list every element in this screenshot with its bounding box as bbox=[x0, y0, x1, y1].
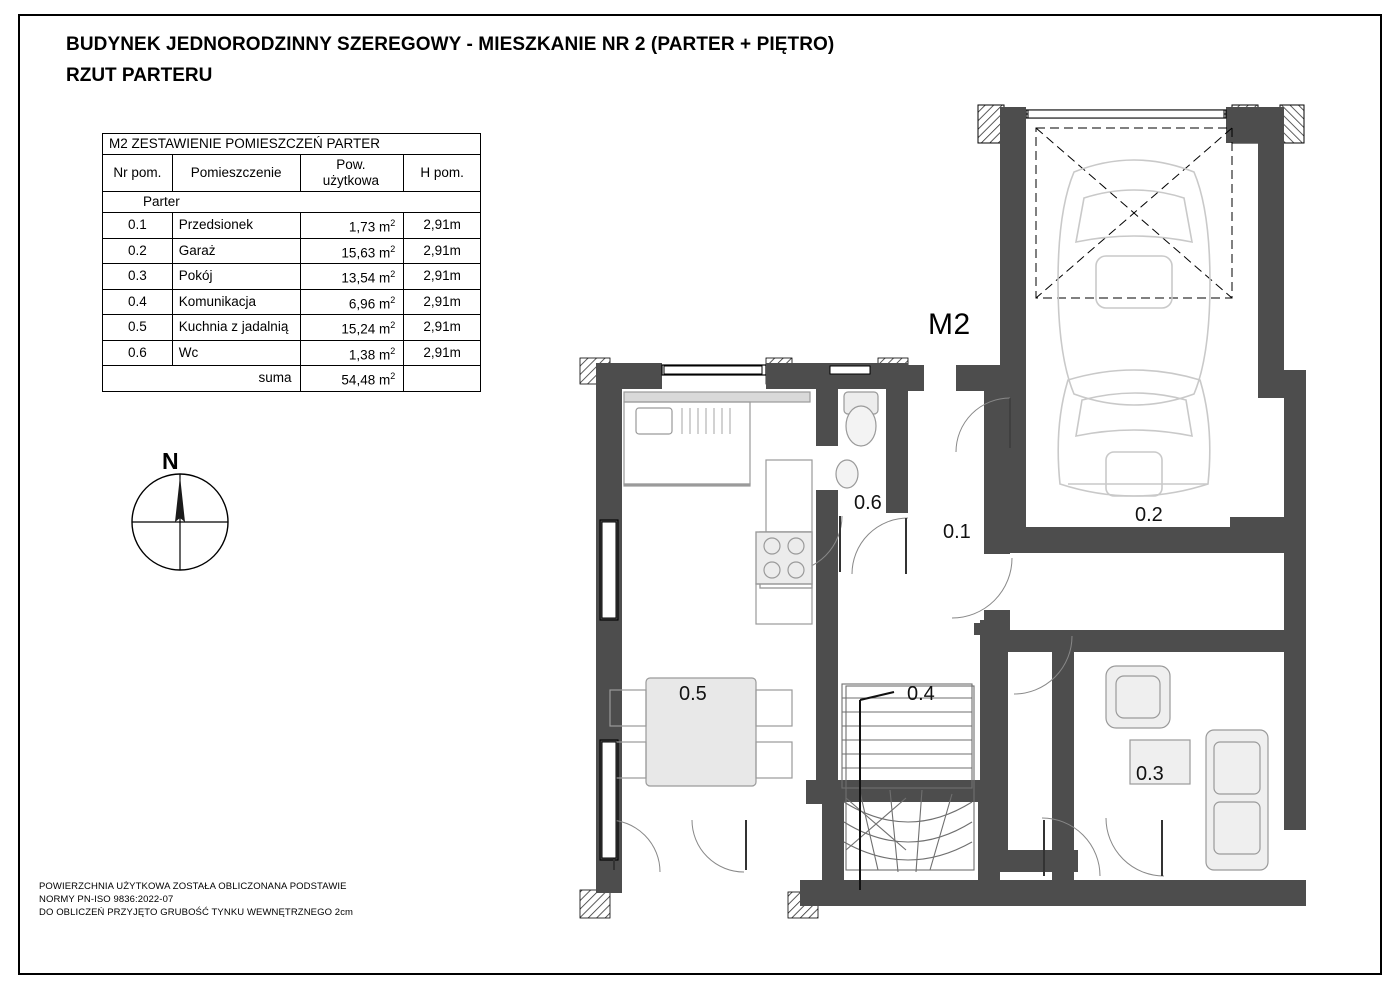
cell-area bbox=[300, 289, 404, 315]
cell-area-value: 15,24 m bbox=[341, 321, 391, 337]
north-arrow bbox=[128, 448, 232, 574]
sum-value bbox=[300, 366, 404, 392]
cell-area-value: 13,54 m bbox=[341, 270, 391, 286]
sum-value-sup: 2 bbox=[390, 371, 396, 381]
room-label-0-6: 0.6 bbox=[854, 492, 882, 514]
main-walls bbox=[580, 358, 1306, 918]
cell-room: Kuchnia z jadalnią bbox=[172, 315, 300, 341]
car-icon bbox=[1058, 160, 1210, 496]
cell-nr: 0.4 bbox=[103, 289, 173, 315]
cell-area bbox=[300, 264, 404, 290]
room-schedule-table bbox=[102, 133, 481, 392]
room-label-0-3: 0.3 bbox=[1136, 763, 1164, 785]
table-sum-row bbox=[103, 366, 481, 392]
living-furniture bbox=[1106, 666, 1268, 870]
kitchen-furniture bbox=[624, 392, 812, 624]
header-room: Pomieszczenie bbox=[172, 155, 300, 192]
room-schedule bbox=[102, 133, 481, 392]
floor-plan bbox=[560, 80, 1340, 930]
sum-empty bbox=[404, 366, 481, 392]
footnote-line-2: NORMY PN-ISO 9836:2022-07 bbox=[39, 894, 174, 905]
room-label-0-4: 0.4 bbox=[907, 683, 935, 705]
table-header-row bbox=[103, 155, 481, 192]
cell-room: Garaż bbox=[172, 238, 300, 264]
cell-height: 2,91m bbox=[404, 238, 481, 264]
cell-area bbox=[300, 213, 404, 239]
cell-area bbox=[300, 238, 404, 264]
cell-area-sup: 2 bbox=[390, 345, 396, 356]
sum-value-number: 54,48 m bbox=[341, 372, 391, 388]
cell-area-sup: 2 bbox=[390, 294, 396, 305]
table-row bbox=[103, 264, 481, 290]
table-row bbox=[103, 213, 481, 239]
cell-nr: 0.3 bbox=[103, 264, 173, 290]
header-area: Pow. użytkowa bbox=[300, 155, 404, 192]
cell-area bbox=[300, 315, 404, 341]
cell-area-value: 6,96 m bbox=[348, 296, 391, 311]
cell-room: Przedsionek bbox=[172, 213, 300, 239]
cell-area-sup: 2 bbox=[390, 243, 396, 254]
cell-area-sup: 2 bbox=[390, 269, 396, 279]
cell-height: 2,91m bbox=[404, 264, 481, 290]
floor-plan-drawing bbox=[560, 80, 1340, 930]
cell-nr: 0.6 bbox=[103, 340, 173, 366]
room-label-0-5: 0.5 bbox=[679, 683, 707, 705]
compass-icon bbox=[128, 470, 232, 574]
header-nr: Nr pom. bbox=[103, 155, 173, 192]
room-label-0-2: 0.2 bbox=[1135, 504, 1163, 526]
table-caption-row bbox=[103, 134, 481, 155]
footnote-line-1: POWIERZCHNIA UŻYTKOWA ZOSTAŁA OBLICZONANA PODSTAWIE bbox=[39, 881, 347, 892]
cell-height: 2,91m bbox=[404, 315, 481, 341]
wc-fixtures bbox=[836, 392, 878, 488]
drawing-title: BUDYNEK JEDNORODZINNY SZEREGOWY - MIESZKANIE NR 2 (PARTER + PIĘTRO) bbox=[66, 34, 835, 55]
drawing-subtitle: RZUT PARTERU bbox=[66, 65, 213, 86]
footnote-line-3: DO OBLICZEŃ PRZYJĘTO GRUBOŚĆ TYNKU WEWNĘTRZNEGO 2cm bbox=[39, 907, 354, 918]
group-label: Parter bbox=[103, 192, 481, 213]
table-row bbox=[103, 340, 481, 366]
cell-nr: 0.2 bbox=[103, 238, 173, 264]
room-label-0-1: 0.1 bbox=[943, 521, 971, 543]
north-label: N bbox=[162, 448, 179, 474]
cell-nr: 0.5 bbox=[103, 315, 173, 341]
cell-room: Wc bbox=[172, 340, 300, 366]
cell-height: 2,91m bbox=[404, 213, 481, 239]
cell-height: 2,91m bbox=[404, 340, 481, 366]
cell-height: 2,91m bbox=[404, 289, 481, 315]
sum-label: suma bbox=[103, 366, 301, 392]
table-caption: M2 ZESTAWIENIE POMIESZCZEŃ PARTER bbox=[103, 134, 481, 155]
table-row bbox=[103, 289, 481, 315]
cell-area-sup: 2 bbox=[390, 320, 396, 330]
garage-car-lift-dashed bbox=[1036, 128, 1232, 298]
cell-nr: 0.1 bbox=[103, 213, 173, 239]
header-height: H pom. bbox=[404, 155, 481, 192]
footnote bbox=[39, 880, 353, 919]
table-row bbox=[103, 315, 481, 341]
cell-room: Pokój bbox=[172, 264, 300, 290]
table-group-row bbox=[103, 192, 481, 213]
unit-label: M2 bbox=[928, 308, 971, 341]
cell-area bbox=[300, 340, 404, 366]
cell-area-value: 15,63 m bbox=[341, 245, 391, 260]
table-row bbox=[103, 238, 481, 264]
cell-area-sup: 2 bbox=[390, 218, 396, 228]
cell-room: Komunikacja bbox=[172, 289, 300, 315]
cell-area-value: 1,38 m bbox=[348, 347, 391, 362]
cell-area-value: 1,73 m bbox=[348, 219, 391, 235]
